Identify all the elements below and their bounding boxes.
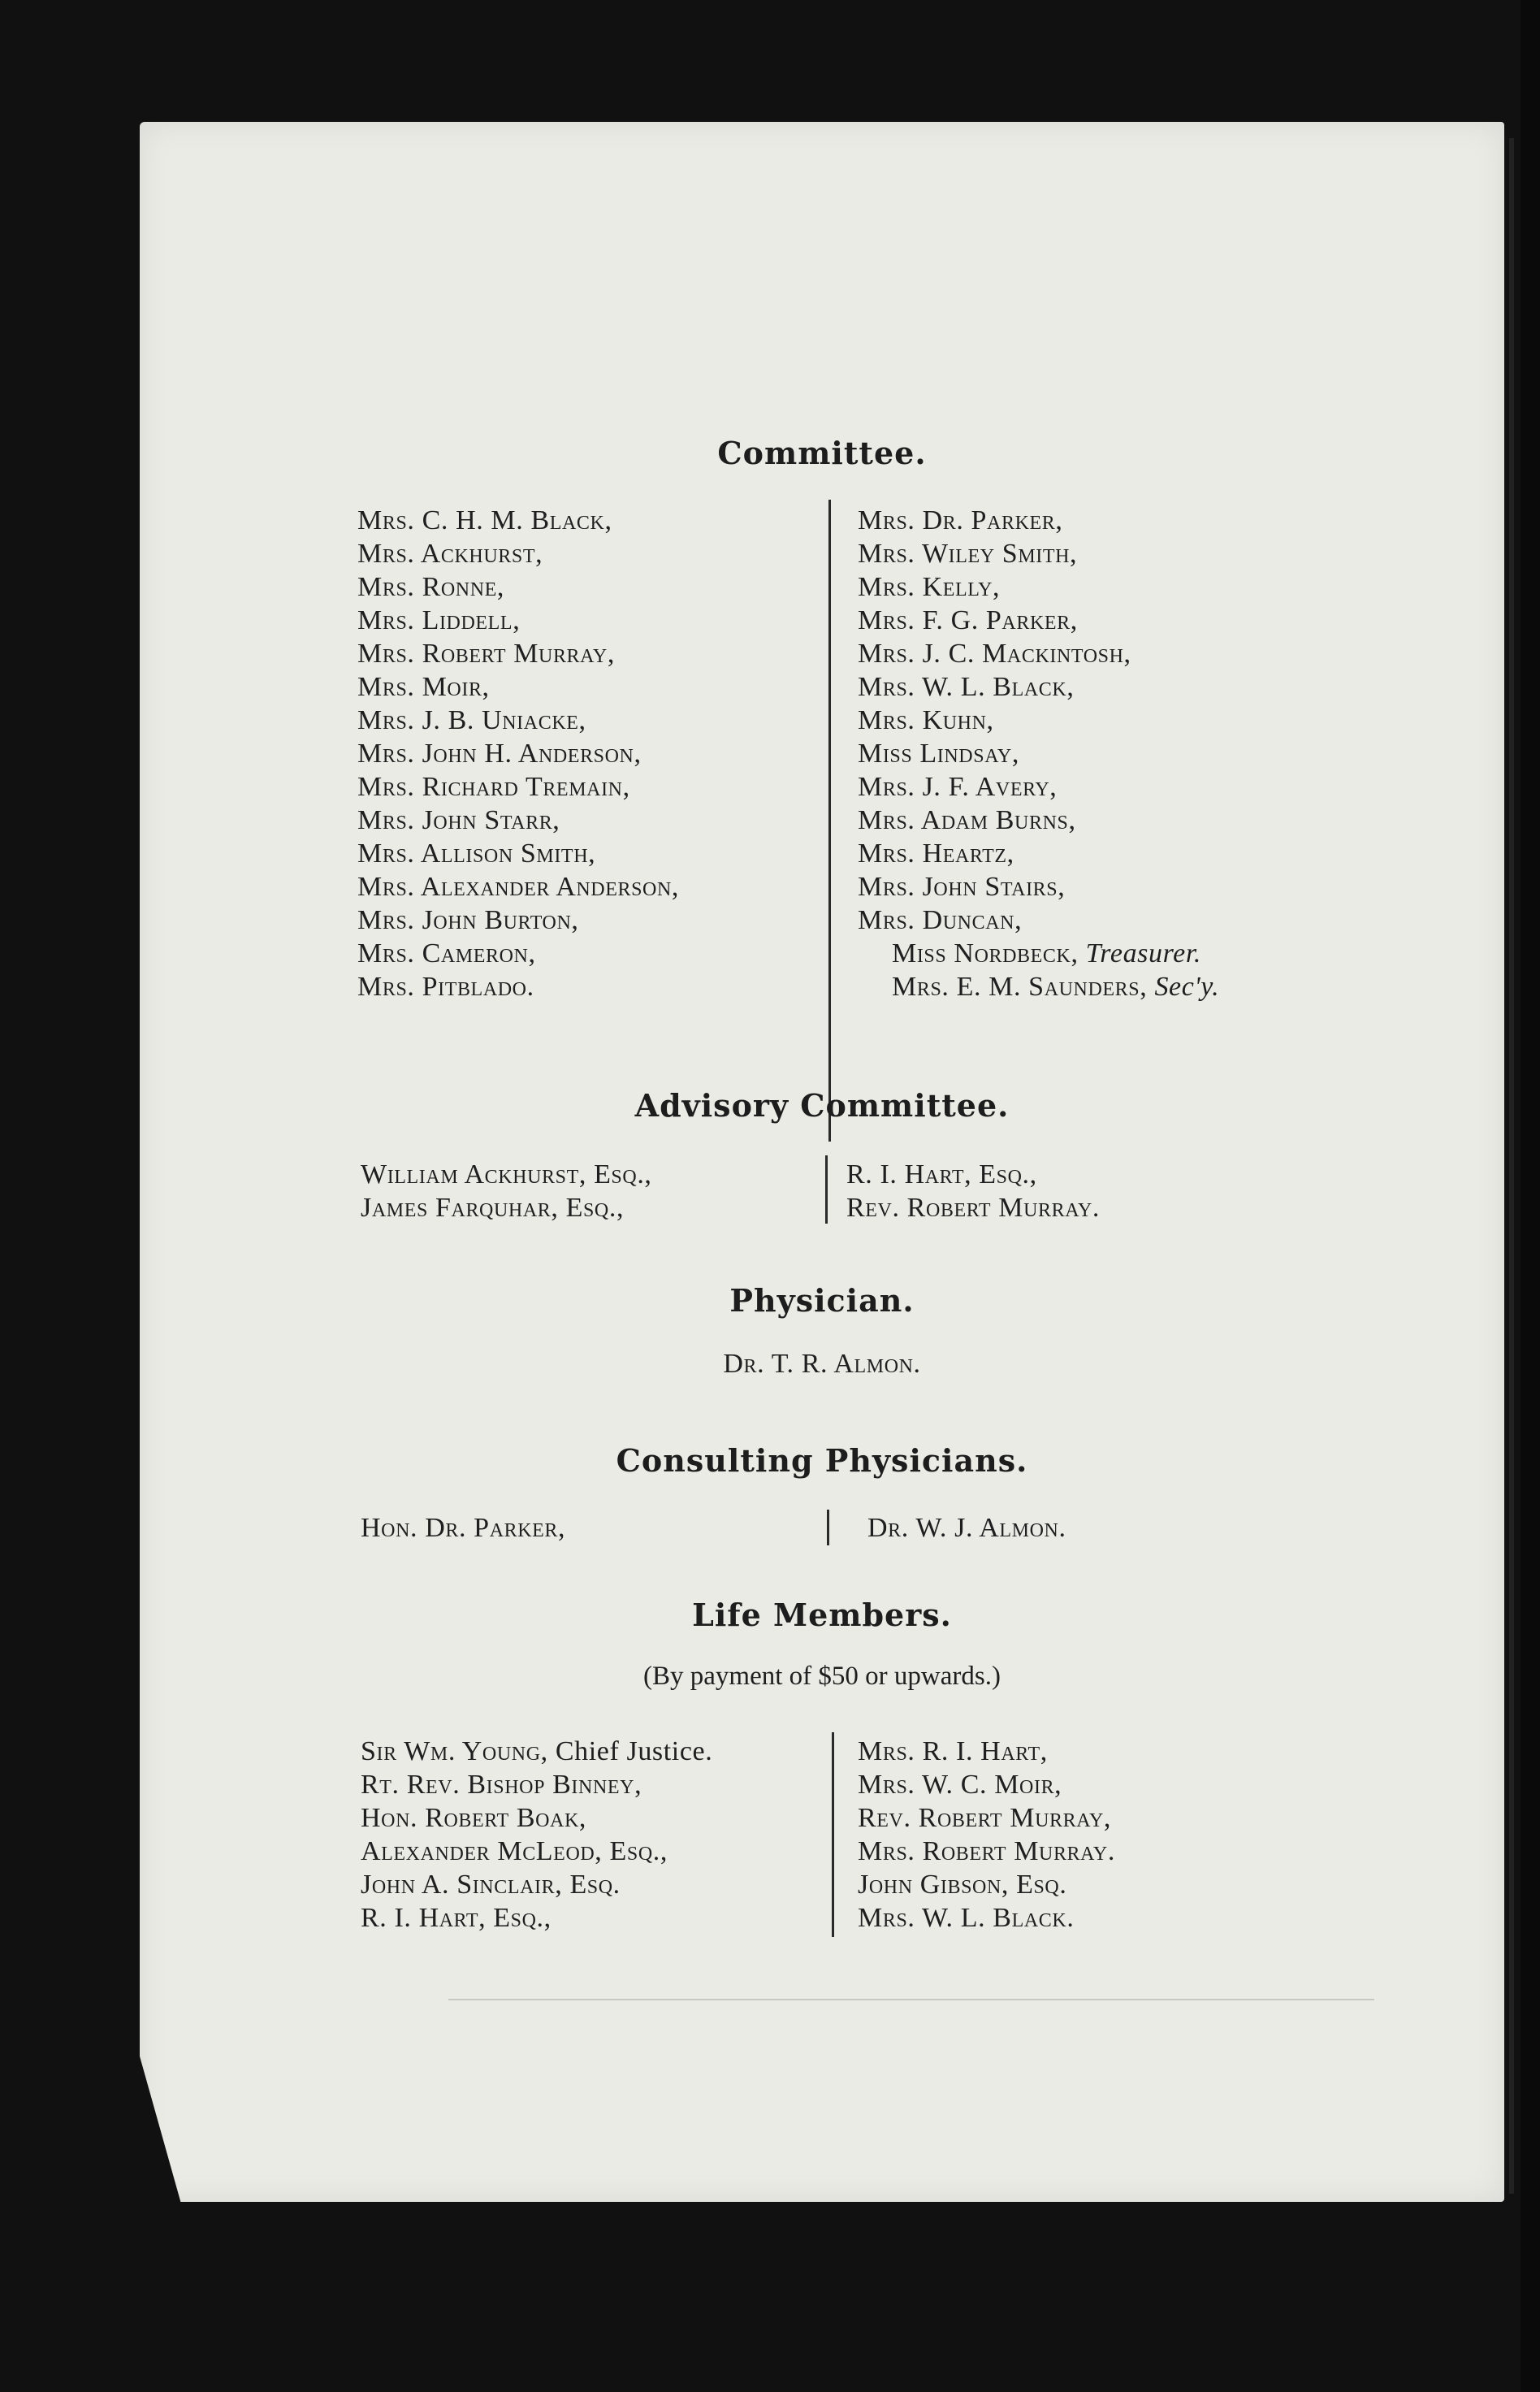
member-name: Mrs. Adam Burns,: [858, 805, 1076, 835]
background-edge: [1521, 0, 1540, 2392]
committee-right-column: [858, 504, 1219, 1003]
advisor-name: Rev. Robert Murray.: [846, 1193, 1101, 1223]
member-name: Mrs. Moir,: [357, 672, 490, 702]
member-name: Mrs. W. L. Black,: [858, 672, 1075, 702]
member-name: Mrs. Pitblado.: [357, 972, 534, 1002]
member-name: Mrs. Kelly,: [858, 572, 1001, 602]
consulting-right: [867, 1511, 1066, 1545]
member-name: Mrs. Dr. Parker,: [858, 505, 1063, 535]
advisor-name: William Ackhurst, Esq.,: [361, 1159, 652, 1190]
member-name: Mrs. Heartz,: [858, 838, 1014, 869]
consultant-name: Dr. W. J. Almon.: [867, 1513, 1066, 1543]
member-name: Mrs. F. G. Parker,: [858, 605, 1078, 635]
life-members-note: (By payment of $50 or upwards.): [643, 1662, 1001, 1691]
life-member-name: Rt. Rev. Bishop Binney,: [361, 1770, 642, 1800]
life-members-right-column: [858, 1735, 1115, 1935]
advisory-right-column: [846, 1158, 1100, 1224]
consultant-name: Hon. Dr. Parker,: [361, 1513, 566, 1543]
member-name: Mrs. Richard Tremain,: [357, 772, 630, 802]
member-name: Mrs. Allison Smith,: [357, 838, 596, 869]
advisor-name: James Farquhar, Esq.,: [361, 1193, 625, 1223]
advisory-heading: Advisory Committee.: [634, 1087, 1010, 1124]
member-name: Mrs. Alexander Anderson,: [357, 872, 680, 902]
physician-name: Dr. T. R. Almon.: [723, 1349, 921, 1379]
member-name: Mrs. John Starr,: [357, 805, 560, 835]
advisory-left-column: [361, 1158, 652, 1224]
consulting-divider: [827, 1510, 829, 1545]
life-member-name: John Gibson, Esq.: [858, 1870, 1067, 1900]
member-name: Mrs. Kuhn,: [858, 705, 994, 735]
advisory-divider: [825, 1155, 828, 1224]
member-name: Mrs. C. H. M. Black,: [357, 505, 612, 535]
member-name: Mrs. John H. Anderson,: [357, 739, 642, 769]
member-name: Mrs. Cameron,: [357, 938, 536, 968]
life-member-name: John A. Sinclair, Esq.: [361, 1870, 621, 1900]
life-members-heading: Life Members.: [692, 1597, 952, 1633]
life-member-name: Hon. Robert Boak,: [361, 1803, 586, 1833]
life-member-name: R. I. Hart, Esq.,: [361, 1903, 552, 1933]
advisor-name: R. I. Hart, Esq.,: [846, 1159, 1037, 1190]
member-name: Mrs. Ackhurst,: [357, 539, 543, 569]
member-name: Mrs. Ronne,: [357, 572, 505, 602]
member-name: Mrs. J. C. Mackintosh,: [858, 639, 1131, 669]
committee-left-column: [357, 504, 679, 1003]
life-members-left-column: [361, 1735, 712, 1935]
member-name: Miss Lindsay,: [858, 739, 1019, 769]
member-name: Mrs. Duncan,: [858, 905, 1023, 935]
page-spine: [1509, 138, 1514, 2194]
life-member-title: Chief Justice.: [555, 1736, 713, 1766]
member-name: Mrs. John Burton,: [357, 905, 579, 935]
physician-heading: Physician.: [729, 1282, 915, 1319]
treasurer-role: Treasurer.: [1085, 938, 1202, 968]
treasurer-name: Miss Nordbeck,: [892, 938, 1079, 968]
secretary-name: Mrs. E. M. Saunders,: [892, 972, 1148, 1002]
member-name: Mrs. John Stairs,: [858, 872, 1066, 902]
decorative-frame-line: [448, 1999, 1374, 2013]
life-member-name: Alexander McLeod, Esq.,: [361, 1836, 668, 1866]
life-member-name: Mrs. Robert Murray.: [858, 1836, 1115, 1866]
life-member-name: Sir Wm. Young,: [361, 1736, 548, 1766]
life-members-divider: [832, 1732, 834, 1937]
member-name: Mrs. J. B. Uniacke,: [357, 705, 586, 735]
consulting-left: [361, 1511, 565, 1545]
member-name: Mrs. Liddell,: [357, 605, 521, 635]
life-member-name: Rev. Robert Murray,: [858, 1803, 1112, 1833]
page-content: [140, 122, 1504, 2202]
consulting-heading: Consulting Physicians.: [616, 1442, 1028, 1479]
treasurer-line: [858, 937, 1219, 970]
member-name: Mrs. Wiley Smith,: [858, 539, 1078, 569]
secretary-role: Sec'y.: [1154, 972, 1220, 1002]
life-member-name: Mrs. R. I. Hart,: [858, 1736, 1048, 1766]
life-member-first-line: [361, 1735, 712, 1768]
column-divider: [828, 500, 831, 1142]
member-name: Mrs. J. F. Avery,: [858, 772, 1058, 802]
secretary-line: [858, 970, 1219, 1003]
committee-heading: Committee.: [717, 435, 927, 471]
life-member-name: Mrs. W. C. Moir,: [858, 1770, 1062, 1800]
life-member-name: Mrs. W. L. Black.: [858, 1903, 1075, 1933]
member-name: Mrs. Robert Murray,: [357, 639, 615, 669]
